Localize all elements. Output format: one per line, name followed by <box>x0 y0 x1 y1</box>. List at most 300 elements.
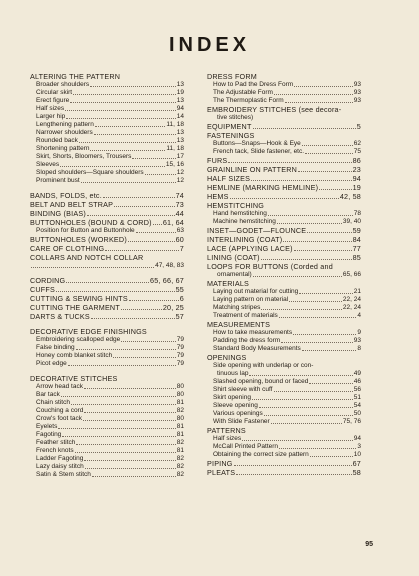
entry-pages: 86 <box>352 156 361 165</box>
dot-leader <box>145 174 176 175</box>
entry-pages: 20, 25 <box>162 303 184 312</box>
entry-label: CUFFS <box>30 285 55 294</box>
entry-pages: 47, 48, 83 <box>155 262 184 269</box>
entry-pages: 82 <box>176 463 184 470</box>
entry-label: INSET—GODET—FLOUNCE <box>207 226 307 235</box>
dot-leader <box>62 436 175 437</box>
dot-leader <box>259 407 353 408</box>
entry-pages: 12 <box>176 177 184 184</box>
index-heading-entry <box>207 183 361 192</box>
index-heading-entry <box>207 226 361 235</box>
index-subentry <box>30 169 184 177</box>
dot-leader <box>261 309 342 310</box>
dot-leader <box>230 198 339 199</box>
entry-pages: 65, 66, 67 <box>150 276 184 285</box>
entry-label: MEASUREMENTS <box>207 320 271 329</box>
dot-leader <box>84 388 176 389</box>
index-heading-entry <box>30 285 184 294</box>
entry-pages: 94 <box>352 174 361 183</box>
entry-label: Sleeves <box>36 161 60 168</box>
dot-leader <box>253 276 342 277</box>
entry-label: Various openings <box>213 410 263 417</box>
entry-pages: 19 <box>352 183 361 192</box>
index-heading-entry <box>30 253 184 262</box>
dot-leader <box>268 215 353 216</box>
entry-label: Sloped shoulders—Square shoulders <box>36 169 144 176</box>
dot-leader <box>293 334 356 335</box>
entry-label: Laying pattern on material <box>213 296 289 303</box>
index-heading-entry <box>207 174 361 183</box>
index-subentry <box>207 97 361 105</box>
index-subentry <box>30 471 184 479</box>
entry-label: Narrower shoulders <box>36 129 93 136</box>
index-heading-entry <box>207 320 361 329</box>
dot-leader <box>271 423 342 424</box>
dot-leader <box>79 142 176 143</box>
entry-label: Lazy daisy stitch <box>36 463 84 470</box>
entry-pages: 12 <box>176 169 184 176</box>
entry-label: DRESS FORM <box>207 72 257 81</box>
dot-leader <box>71 404 176 405</box>
entry-label: LOOPS FOR BUTTONS (Corded and <box>207 262 333 271</box>
index-subentry <box>30 89 184 97</box>
dot-leader <box>251 180 351 181</box>
entry-pages: 42, 58 <box>339 192 361 201</box>
entry-label: GRAINLINE ON PATTERN <box>207 165 297 174</box>
entry-label: Buttons—Snaps—Hook & Eye <box>213 140 301 147</box>
index-heading-entry <box>207 105 361 114</box>
entry-pages: 55 <box>175 285 184 294</box>
entry-label: Half sizes <box>213 435 242 442</box>
index-subentry <box>207 89 361 97</box>
index-subentry <box>30 344 184 352</box>
entry-pages: 80 <box>176 415 184 422</box>
page-title: INDEX <box>168 34 251 56</box>
entry-label: DARTS & TUCKS <box>30 312 90 321</box>
entry-pages: 82 <box>176 471 184 478</box>
entry-label: Bar tack <box>36 391 60 398</box>
right-column <box>207 72 361 477</box>
entry-pages: 49 <box>353 370 361 377</box>
index-subentry <box>207 378 361 386</box>
entry-label: LACE (APPLYING LACE) <box>207 244 293 253</box>
entry-pages: 21 <box>353 288 361 295</box>
entry-pages: 81 <box>176 423 184 430</box>
entry-label: tive stitches) <box>217 114 254 121</box>
entry-pages: 3 <box>357 443 361 450</box>
entry-label: CARE OF CLOTHING <box>30 244 105 253</box>
dot-leader <box>298 171 352 172</box>
entry-label: Treatment of materials <box>213 312 278 319</box>
entry-pages: 81 <box>176 447 184 454</box>
entry-label: BELT AND BELT STRAP <box>30 200 114 209</box>
entry-pages: 9 <box>357 329 361 336</box>
index-subentry <box>207 370 361 378</box>
entry-pages: 79 <box>176 336 184 343</box>
index-subentry <box>30 336 184 344</box>
entry-label: Slashed opening, bound or faced <box>213 378 309 385</box>
index-heading-entry <box>30 276 184 285</box>
entry-label: Shirt sleeve with cuff <box>213 386 273 393</box>
index-heading-entry <box>207 459 361 468</box>
index-subentry <box>207 386 361 394</box>
dot-leader <box>285 102 353 103</box>
index-subentry <box>30 161 184 169</box>
index-subentry <box>30 129 184 137</box>
entry-label: The Adjustable Form <box>213 89 273 96</box>
entry-pages: 13 <box>176 97 184 104</box>
entry-pages: 39, 40 <box>342 218 361 225</box>
index-subentry <box>207 296 361 304</box>
entry-pages: 44 <box>175 209 184 218</box>
entry-pages: 59 <box>352 226 361 235</box>
entry-label: Circular skirt <box>36 89 73 96</box>
index-subentry <box>30 431 184 439</box>
dot-leader <box>283 241 351 242</box>
entry-pages: 79 <box>176 360 184 367</box>
entry-pages: 82 <box>176 455 184 462</box>
entry-pages: 63 <box>176 227 184 234</box>
dot-leader <box>305 153 353 154</box>
entry-label: Padding the dress form <box>213 337 281 344</box>
entry-label: HEMS <box>207 192 229 201</box>
index-subentry <box>30 145 184 153</box>
entry-label: Chain stitch <box>36 399 70 406</box>
left-column <box>30 72 184 479</box>
index-subentry <box>30 227 184 235</box>
entry-pages: 13 <box>176 81 184 88</box>
entry-label: Broader shoulders <box>36 81 90 88</box>
dot-leader <box>103 197 175 198</box>
index-subentry <box>30 383 184 391</box>
entry-pages: 58 <box>352 468 361 477</box>
index-subentry <box>30 121 184 129</box>
index-subentry <box>30 352 184 360</box>
index-subentry <box>30 423 184 431</box>
index-heading-entry <box>30 244 184 253</box>
dot-leader <box>81 182 176 183</box>
entry-label: Honey comb blanket stitch <box>36 352 113 359</box>
dot-leader <box>75 452 176 453</box>
dot-leader <box>85 468 176 469</box>
entry-pages: 22, 24 <box>342 296 361 303</box>
entry-label: CUTTING THE GARMENT <box>30 303 120 312</box>
index-heading-entry <box>30 374 184 383</box>
dot-leader <box>279 317 357 318</box>
dot-leader <box>294 250 352 251</box>
entry-pages: 10 <box>353 451 361 458</box>
entry-pages: 62 <box>353 140 361 147</box>
entry-pages: 14 <box>176 113 184 120</box>
dot-leader <box>56 291 175 292</box>
index-heading-entry <box>30 72 184 81</box>
entry-label: With Slide Fastener <box>213 418 270 425</box>
page-number: 95 <box>365 541 373 548</box>
dot-leader <box>70 102 176 103</box>
index-heading-entry <box>30 209 184 218</box>
entry-label: Skirt opening <box>213 394 251 401</box>
index-subentry <box>207 435 361 443</box>
entry-pages: 7 <box>179 244 184 253</box>
entry-label: BUTTONHOLES (WORKED) <box>30 235 127 244</box>
entry-label: CUTTING & SEWING HINTS <box>30 294 128 303</box>
index-subentry <box>207 312 361 320</box>
dot-leader <box>58 428 175 429</box>
entry-pages: 19 <box>176 89 184 96</box>
entry-label: BINDING (BIAS) <box>30 209 86 218</box>
entry-label: OPENINGS <box>207 353 247 362</box>
entry-label: Obtaining the correct size pattern <box>213 451 309 458</box>
entry-label: ornamental) <box>217 271 252 278</box>
entry-label: Side opening with underlap or con- <box>213 362 314 369</box>
index-heading-entry <box>207 156 361 165</box>
entry-pages: 50 <box>353 410 361 417</box>
dot-leader <box>307 232 351 233</box>
entry-pages: 93 <box>353 97 361 104</box>
entry-label: Larger hip <box>36 113 66 120</box>
index-heading-entry <box>30 191 184 200</box>
index-subentry <box>207 418 361 426</box>
dot-leader <box>289 301 342 302</box>
index-subentry <box>30 415 184 423</box>
index-subentry <box>207 148 361 156</box>
dot-leader <box>310 456 353 457</box>
entry-pages: 60 <box>175 235 184 244</box>
entry-pages: 8 <box>357 345 361 352</box>
entry-pages: 77 <box>352 244 361 253</box>
index-heading-entry <box>207 165 361 174</box>
entry-pages: 93 <box>353 89 361 96</box>
entry-pages: 22, 24 <box>342 304 361 311</box>
dot-leader <box>253 128 356 129</box>
index-subentry <box>30 105 184 113</box>
index-subentry <box>207 337 361 345</box>
index-heading-entry <box>207 131 361 140</box>
index-subentry <box>30 439 184 447</box>
dot-leader <box>153 224 162 225</box>
dot-leader <box>66 118 175 119</box>
entry-pages: 81 <box>176 431 184 438</box>
entry-pages: 13 <box>176 129 184 136</box>
dot-leader <box>66 282 149 283</box>
entry-label: DECORATIVE STITCHES <box>30 374 118 383</box>
dot-leader <box>279 448 356 449</box>
entry-label: False binding <box>36 344 75 351</box>
dot-leader <box>302 350 357 351</box>
dot-leader <box>68 365 176 366</box>
entry-pages: 93 <box>353 337 361 344</box>
entry-pages: 65, 66 <box>342 271 361 278</box>
entry-pages: 51 <box>353 394 361 401</box>
entry-label: Feather stitch <box>36 439 76 446</box>
entry-label: Sleeve opening <box>213 402 258 409</box>
index-heading-entry <box>30 312 184 321</box>
index-subentry <box>207 394 361 402</box>
entry-label: The Thermoplastic Form <box>213 97 284 104</box>
index-subentry <box>30 153 184 161</box>
dot-leader <box>309 383 352 384</box>
dot-leader <box>90 86 176 87</box>
entry-label: McCall Printed Pattern <box>213 443 279 450</box>
dot-leader <box>228 162 351 163</box>
entry-label: How to Pad the Dress Form <box>213 81 294 88</box>
dot-leader <box>83 420 176 421</box>
index-heading-entry <box>207 244 361 253</box>
index-subentry <box>30 407 184 415</box>
entry-label: Picot edge <box>36 360 67 367</box>
entry-label: COLLARS AND NOTCH COLLAR <box>30 253 144 262</box>
index-heading-entry <box>207 426 361 435</box>
index-subentry <box>207 362 361 370</box>
entry-pages: 13 <box>176 137 184 144</box>
entry-pages: 11, 18 <box>166 121 184 128</box>
dot-leader <box>277 223 342 224</box>
index-heading-entry <box>30 303 184 312</box>
dot-leader <box>84 412 175 413</box>
entry-label: PIPING <box>207 459 233 468</box>
dot-leader <box>121 309 162 310</box>
entry-label: INTERLINING (COAT) <box>207 235 283 244</box>
index-subentry <box>207 451 361 459</box>
dot-leader <box>121 341 176 342</box>
entry-pages: 73 <box>175 200 184 209</box>
dot-leader <box>274 94 353 95</box>
entry-label: Eyelets <box>36 423 58 430</box>
entry-pages: 57 <box>175 312 184 321</box>
index-subentry <box>207 271 361 279</box>
entry-label: HEMLINE (MARKING HEMLINE) <box>207 183 319 192</box>
entry-pages: 5 <box>356 122 361 131</box>
entry-pages: 85 <box>352 253 361 262</box>
entry-pages: 82 <box>176 407 184 414</box>
dot-leader <box>73 94 176 95</box>
entry-label: LINING (COAT) <box>207 253 260 262</box>
index-heading-entry <box>207 262 361 271</box>
index-subentry <box>30 455 184 463</box>
dot-leader <box>281 342 353 343</box>
index-subentry <box>207 410 361 418</box>
index-subentry <box>207 304 361 312</box>
entry-label: Couching a cord <box>36 407 84 414</box>
index-subentry <box>207 345 361 353</box>
entry-label: Position for Button and Buttonhole <box>36 227 135 234</box>
entry-label: Hand hemstitching <box>213 210 267 217</box>
entry-label: EQUIPMENT <box>207 122 252 131</box>
entry-label: Shortening pattern <box>36 145 90 152</box>
index-subentry <box>30 360 184 368</box>
dot-leader <box>105 250 179 251</box>
entry-pages: 56 <box>353 386 361 393</box>
dot-leader <box>136 232 176 233</box>
entry-label: Machine hemstitching <box>213 218 276 225</box>
dot-leader <box>234 465 352 466</box>
entry-label: Skirt, Shorts, Bloomers, Trousers <box>36 153 132 160</box>
entry-label: Ladder Fagoting <box>36 455 84 462</box>
index-subentry <box>207 288 361 296</box>
index-heading-entry <box>30 294 184 303</box>
dot-leader <box>274 391 353 392</box>
entry-pages: 80 <box>176 391 184 398</box>
entry-label: ALTERING THE PATTERN <box>30 72 121 81</box>
index-subentry <box>30 137 184 145</box>
index-heading-entry <box>207 192 361 201</box>
index-subentry <box>30 81 184 89</box>
entry-label: Fagoting <box>36 431 62 438</box>
entry-pages: 82 <box>176 439 184 446</box>
entry-label: Crow's foot tack <box>36 415 83 422</box>
entry-label: PATTERNS <box>207 426 246 435</box>
entry-pages: 61, 64 <box>162 218 184 227</box>
entry-label: Erect figure <box>36 97 70 104</box>
entry-pages: 15, 16 <box>165 161 184 168</box>
dot-leader <box>236 474 351 475</box>
index-subentry <box>207 81 361 89</box>
entry-label: MATERIALS <box>207 279 250 288</box>
index-subentry <box>207 443 361 451</box>
entry-pages: 17 <box>176 153 184 160</box>
entry-label: Lengthening pattern <box>36 121 94 128</box>
index-subentry <box>30 447 184 455</box>
entry-pages: 54 <box>353 402 361 409</box>
dot-leader <box>65 110 176 111</box>
index-subentry <box>207 329 361 337</box>
dot-leader <box>319 189 351 190</box>
entry-label: Laying out material for cutting <box>213 288 299 295</box>
index-subentry <box>30 113 184 121</box>
entry-pages: 79 <box>176 352 184 359</box>
index-heading-entry <box>207 122 361 131</box>
entry-label: Arrow head tack <box>36 383 83 390</box>
index-heading-entry <box>207 201 361 210</box>
entry-pages: 11, 18 <box>166 145 184 152</box>
index-subentry <box>207 402 361 410</box>
index-heading-entry <box>30 327 184 336</box>
dot-leader <box>76 349 176 350</box>
dot-leader <box>84 460 175 461</box>
index-subentry <box>30 262 184 270</box>
entry-pages: 75, 76 <box>342 418 361 425</box>
dot-leader <box>60 166 165 167</box>
entry-label: French tack, Slide fastener, etc. <box>213 148 305 155</box>
entry-label: French knots <box>36 447 74 454</box>
entry-label: BUTTONHOLES (BOUND & CORD) <box>30 218 152 227</box>
dot-leader <box>264 415 353 416</box>
entry-label: HALF SIZES <box>207 174 251 183</box>
entry-label: Matching stripes <box>213 304 261 311</box>
entry-label: FASTENINGS <box>207 131 255 140</box>
entry-pages: 94 <box>176 105 184 112</box>
index-heading-entry <box>30 235 184 244</box>
index-subentry <box>30 391 184 399</box>
entry-pages: 80 <box>176 383 184 390</box>
dot-leader <box>242 440 353 441</box>
entry-label: BANDS, FOLDS, etc. <box>30 191 102 200</box>
entry-label: Half sizes <box>36 105 65 112</box>
dot-leader <box>31 267 154 268</box>
dot-leader <box>90 150 165 151</box>
entry-label: PLEATS <box>207 468 236 477</box>
dot-leader <box>128 241 175 242</box>
dot-leader <box>252 399 353 400</box>
dot-leader <box>76 444 175 445</box>
index-heading-entry <box>207 279 361 288</box>
dot-leader <box>302 145 353 146</box>
dot-leader <box>299 293 352 294</box>
index-heading-entry <box>30 218 184 227</box>
index-heading-entry <box>207 235 361 244</box>
dot-leader <box>92 476 176 477</box>
index-heading-entry <box>207 353 361 362</box>
